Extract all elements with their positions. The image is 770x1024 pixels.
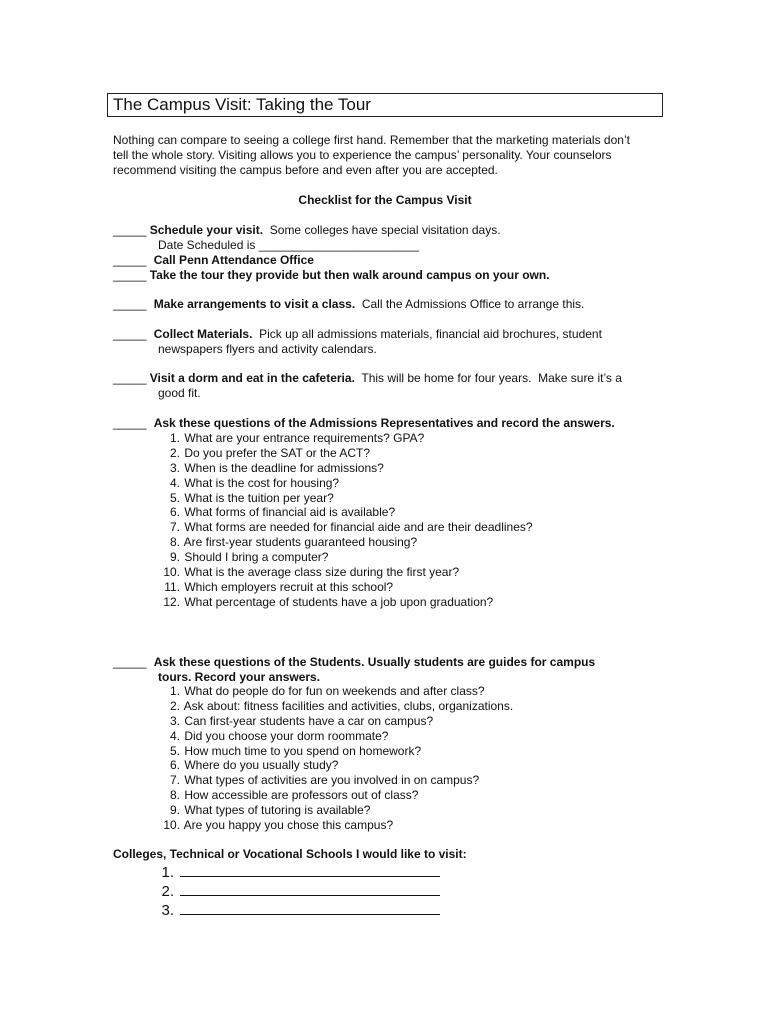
checklist-heading: Checklist for the Campus Visit <box>298 193 472 207</box>
dorm-text-cont: good fit. <box>158 386 201 400</box>
question-item <box>150 714 513 729</box>
question-item <box>150 699 513 714</box>
checklist-item-schedule <box>113 223 501 238</box>
question-item <box>150 803 513 818</box>
question-item <box>150 595 533 610</box>
question-number: 8. <box>169 535 180 550</box>
item-text: Pick up all admissions materials, financial aid brochures, student <box>252 327 602 341</box>
question-text: Did you choose your dorm roommate? <box>184 728 389 743</box>
question-number: 11. <box>164 579 180 594</box>
checklist-item-dorm <box>113 371 622 386</box>
question-text: What types of activities are you involved in on campus? <box>184 773 480 788</box>
question-item <box>150 505 533 520</box>
question-number: 12. <box>163 594 180 609</box>
question-number: 4. <box>169 475 180 490</box>
question-item <box>150 446 533 461</box>
question-text: What types of tutoring is available? <box>184 803 371 818</box>
checklist-item-materials <box>113 327 602 342</box>
checkbox-blank: _____ <box>113 655 147 669</box>
question-number: 1. <box>169 431 180 445</box>
date-scheduled-line: Date Scheduled is ________________________ <box>158 238 419 252</box>
question-number: 10. <box>163 818 180 833</box>
question-text: How much time to you spend on homework? <box>184 743 422 758</box>
question-item <box>150 476 533 491</box>
question-text: Can first-year students have a car on campus? <box>184 713 434 728</box>
question-item <box>150 520 533 535</box>
question-text: Should I bring a computer? <box>184 550 329 565</box>
question-text: Do you prefer the SAT or the ACT? <box>184 445 370 460</box>
item-title: Ask these questions of the Students. Usually students are guides for campus <box>153 655 596 669</box>
students-title-cont: tours. Record your answers. <box>158 670 321 684</box>
checklist-item-students <box>113 655 595 670</box>
question-text: Ask about: fitness facilities and activities, clubs, organizations. <box>183 698 514 713</box>
checkbox-blank: _____ <box>113 297 147 311</box>
checkbox-blank: _____ <box>113 268 147 282</box>
college-number: 3. <box>161 902 174 919</box>
question-text: When is the deadline for admissions? <box>184 460 384 475</box>
question-number: 6. <box>169 505 180 520</box>
item-title: Ask these questions of the Admissions Representatives and record the answers. <box>153 416 615 430</box>
item-title: Visit a dorm and eat in the cafeteria. <box>149 371 355 385</box>
item-title: Make arrangements to visit a class. <box>153 297 356 311</box>
question-number: 10. <box>163 565 180 580</box>
question-item <box>150 788 513 803</box>
college-entry <box>150 900 440 919</box>
question-item <box>150 491 533 506</box>
item-text: Some colleges have special visitation days. <box>263 223 501 237</box>
question-item <box>150 729 513 744</box>
question-text: How accessible are professors out of class? <box>184 788 419 803</box>
college-number: 1. <box>161 864 174 881</box>
question-item <box>150 758 513 773</box>
question-text: What is the average class size during the first year? <box>184 565 460 580</box>
item-title: Take the tour they provide but then walk around campus on your own. <box>149 268 550 282</box>
colleges-heading: Colleges, Technical or Vocational Schools I would like to visit: <box>113 847 467 861</box>
checkbox-blank: _____ <box>113 223 147 237</box>
question-number: 5. <box>169 490 180 505</box>
question-number: 2. <box>169 698 180 713</box>
question-number: 9. <box>169 550 180 565</box>
question-text: Which employers recruit at this school? <box>184 579 394 594</box>
question-text: What forms are needed for financial aide and are their deadlines? <box>184 520 533 535</box>
question-number: 7. <box>169 520 180 535</box>
intro-paragraph: Nothing can compare to seeing a college first hand. Remember that the marketing materials don’t tell the whole story. Visiting allows you to experience the campus’ personality. Your counselors recommend visiting the campus before and even after you are accepted. <box>113 133 630 177</box>
question-item <box>150 550 533 565</box>
question-item <box>150 461 533 476</box>
question-item <box>150 818 513 833</box>
question-number: 2. <box>169 445 180 460</box>
checklist-item-take-tour <box>113 268 550 283</box>
college-blank-line[interactable] <box>180 900 440 915</box>
question-item <box>150 565 533 580</box>
college-blank-line[interactable] <box>180 862 440 877</box>
question-text: What is the cost for housing? <box>184 475 340 490</box>
checklist-item-admissions <box>113 416 615 431</box>
checklist-item-class <box>113 297 584 312</box>
question-text: Where do you usually study? <box>184 758 339 773</box>
question-number: 1. <box>169 684 180 698</box>
college-entry <box>150 881 440 900</box>
question-item <box>150 431 533 446</box>
question-number: 9. <box>169 803 180 818</box>
question-text: What is the tuition per year? <box>184 490 334 505</box>
question-text: What are your entrance requirements? GPA? <box>184 431 425 445</box>
question-number: 6. <box>169 758 180 773</box>
college-entry <box>150 862 440 881</box>
admissions-questions-list <box>150 431 533 610</box>
item-title: Schedule your visit. <box>149 223 264 237</box>
checkbox-blank: _____ <box>113 327 147 341</box>
item-title: Collect Materials. <box>153 327 253 341</box>
college-blank-line[interactable] <box>180 881 440 896</box>
colleges-list <box>150 862 440 919</box>
question-number: 3. <box>169 713 180 728</box>
question-number: 8. <box>169 788 180 803</box>
item-text: This will be home for four years. Make sure it’s a <box>354 371 622 385</box>
question-text: What percentage of students have a job upon graduation? <box>184 594 494 609</box>
checkbox-blank: _____ <box>113 416 147 430</box>
question-number: 4. <box>169 728 180 743</box>
question-item <box>150 580 533 595</box>
page-title: The Campus Visit: Taking the Tour <box>107 93 663 117</box>
item-text: Call the Admissions Office to arrange this. <box>355 297 585 311</box>
question-text: What forms of financial aid is available? <box>184 505 396 520</box>
item-title: Call Penn Attendance Office <box>153 253 314 267</box>
question-number: 7. <box>169 773 180 788</box>
question-item <box>150 535 533 550</box>
question-item <box>150 744 513 759</box>
question-text: What do people do for fun on weekends and after class? <box>184 684 485 698</box>
question-number: 5. <box>169 743 180 758</box>
checkbox-blank: _____ <box>113 371 147 385</box>
question-item <box>150 773 513 788</box>
question-text: Are first-year students guaranteed housing? <box>183 535 418 550</box>
question-number: 3. <box>169 460 180 475</box>
student-questions-list <box>150 684 513 833</box>
college-number: 2. <box>161 883 174 900</box>
question-item <box>150 684 513 699</box>
materials-text-cont: newspapers flyers and activity calendars. <box>158 342 377 356</box>
checkbox-blank: _____ <box>113 253 147 267</box>
checklist-item-call-penn <box>113 253 314 268</box>
question-text: Are you happy you chose this campus? <box>183 818 394 833</box>
